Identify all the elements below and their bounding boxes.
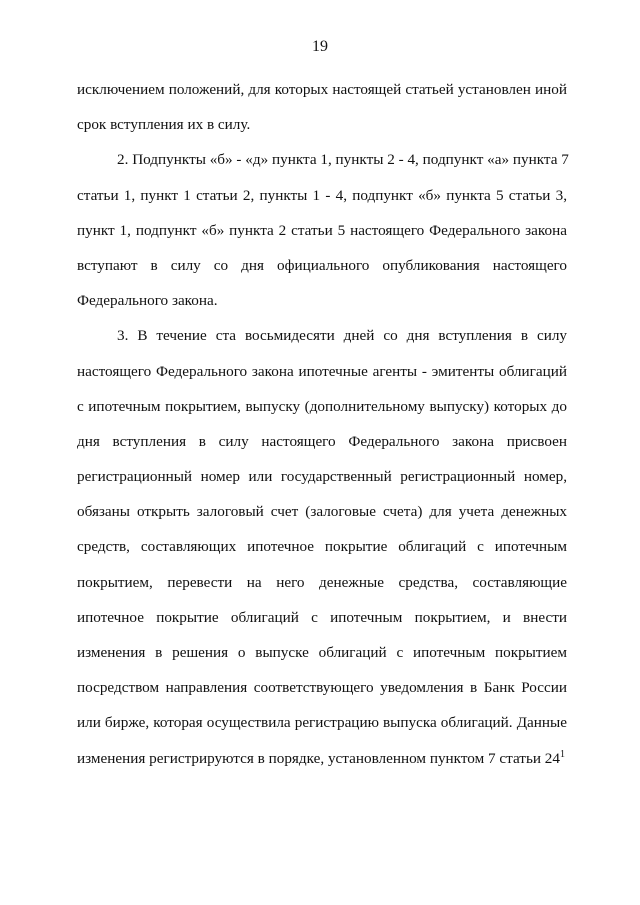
text-line: статьи 1, пункт 1 статьи 2, пункты 1 - 4, подпункт «б» пункта 5 статьи 3,: [77, 186, 567, 204]
document-body: [77, 72, 567, 776]
text-line: средств, составляющих ипотечное покрытие облигаций с ипотечным: [77, 538, 567, 556]
paragraph-2: [77, 142, 567, 318]
paragraph-3: [77, 318, 567, 775]
text-line: исключением положений, для которых настоящей статьей установлен иной: [77, 81, 567, 98]
text-line: срок вступления их в силу.: [77, 116, 251, 134]
text-line: с ипотечным покрытием, выпуску (дополнительному выпуску) которых до: [77, 397, 567, 415]
text-line: настоящего Федерального закона ипотечные агенты - эмитенты облигаций: [77, 362, 567, 380]
text-line: обязаны открыть залоговый счет (залоговые счета) для учета денежных: [77, 503, 567, 521]
text-line: Федерального закона.: [77, 292, 218, 310]
text-line-final-text: изменения регистрируются в порядке, установленном пунктом 7 статьи 24: [77, 749, 560, 767]
text-line-final: [77, 741, 567, 776]
text-line: покрытием, перевести на него денежные средства, составляющие: [77, 573, 567, 591]
text-line: ипотечное покрытие облигаций с ипотечным покрытием, и внести: [77, 608, 567, 626]
paragraph-1: [77, 72, 567, 142]
text-line: 3. В течение ста восьмидесяти дней со дня вступления в силу: [117, 327, 567, 345]
superscript-marker: 1: [560, 748, 565, 760]
text-line: 2. Подпункты «б» - «д» пункта 1, пункты 2 - 4, подпункт «а» пункта 7: [117, 151, 569, 169]
text-line: изменения в решения о выпуске облигаций с ипотечным покрытием: [77, 644, 567, 661]
text-line: или бирже, которая осуществила регистрацию выпуска облигаций. Данные: [77, 714, 567, 732]
text-line: пункт 1, подпункт «б» пункта 2 статьи 5 настоящего Федерального закона: [77, 221, 567, 239]
text-line: посредством направления соответствующего уведомления в Банк России: [77, 679, 567, 697]
text-line: регистрационный номер или государственный регистрационный номер,: [77, 468, 567, 486]
text-line: вступают в силу со дня официального опубликования настоящего: [77, 256, 567, 274]
text-line: дня вступления в силу настоящего Федерального закона присвоен: [77, 432, 567, 450]
page-number: 19: [312, 38, 328, 55]
